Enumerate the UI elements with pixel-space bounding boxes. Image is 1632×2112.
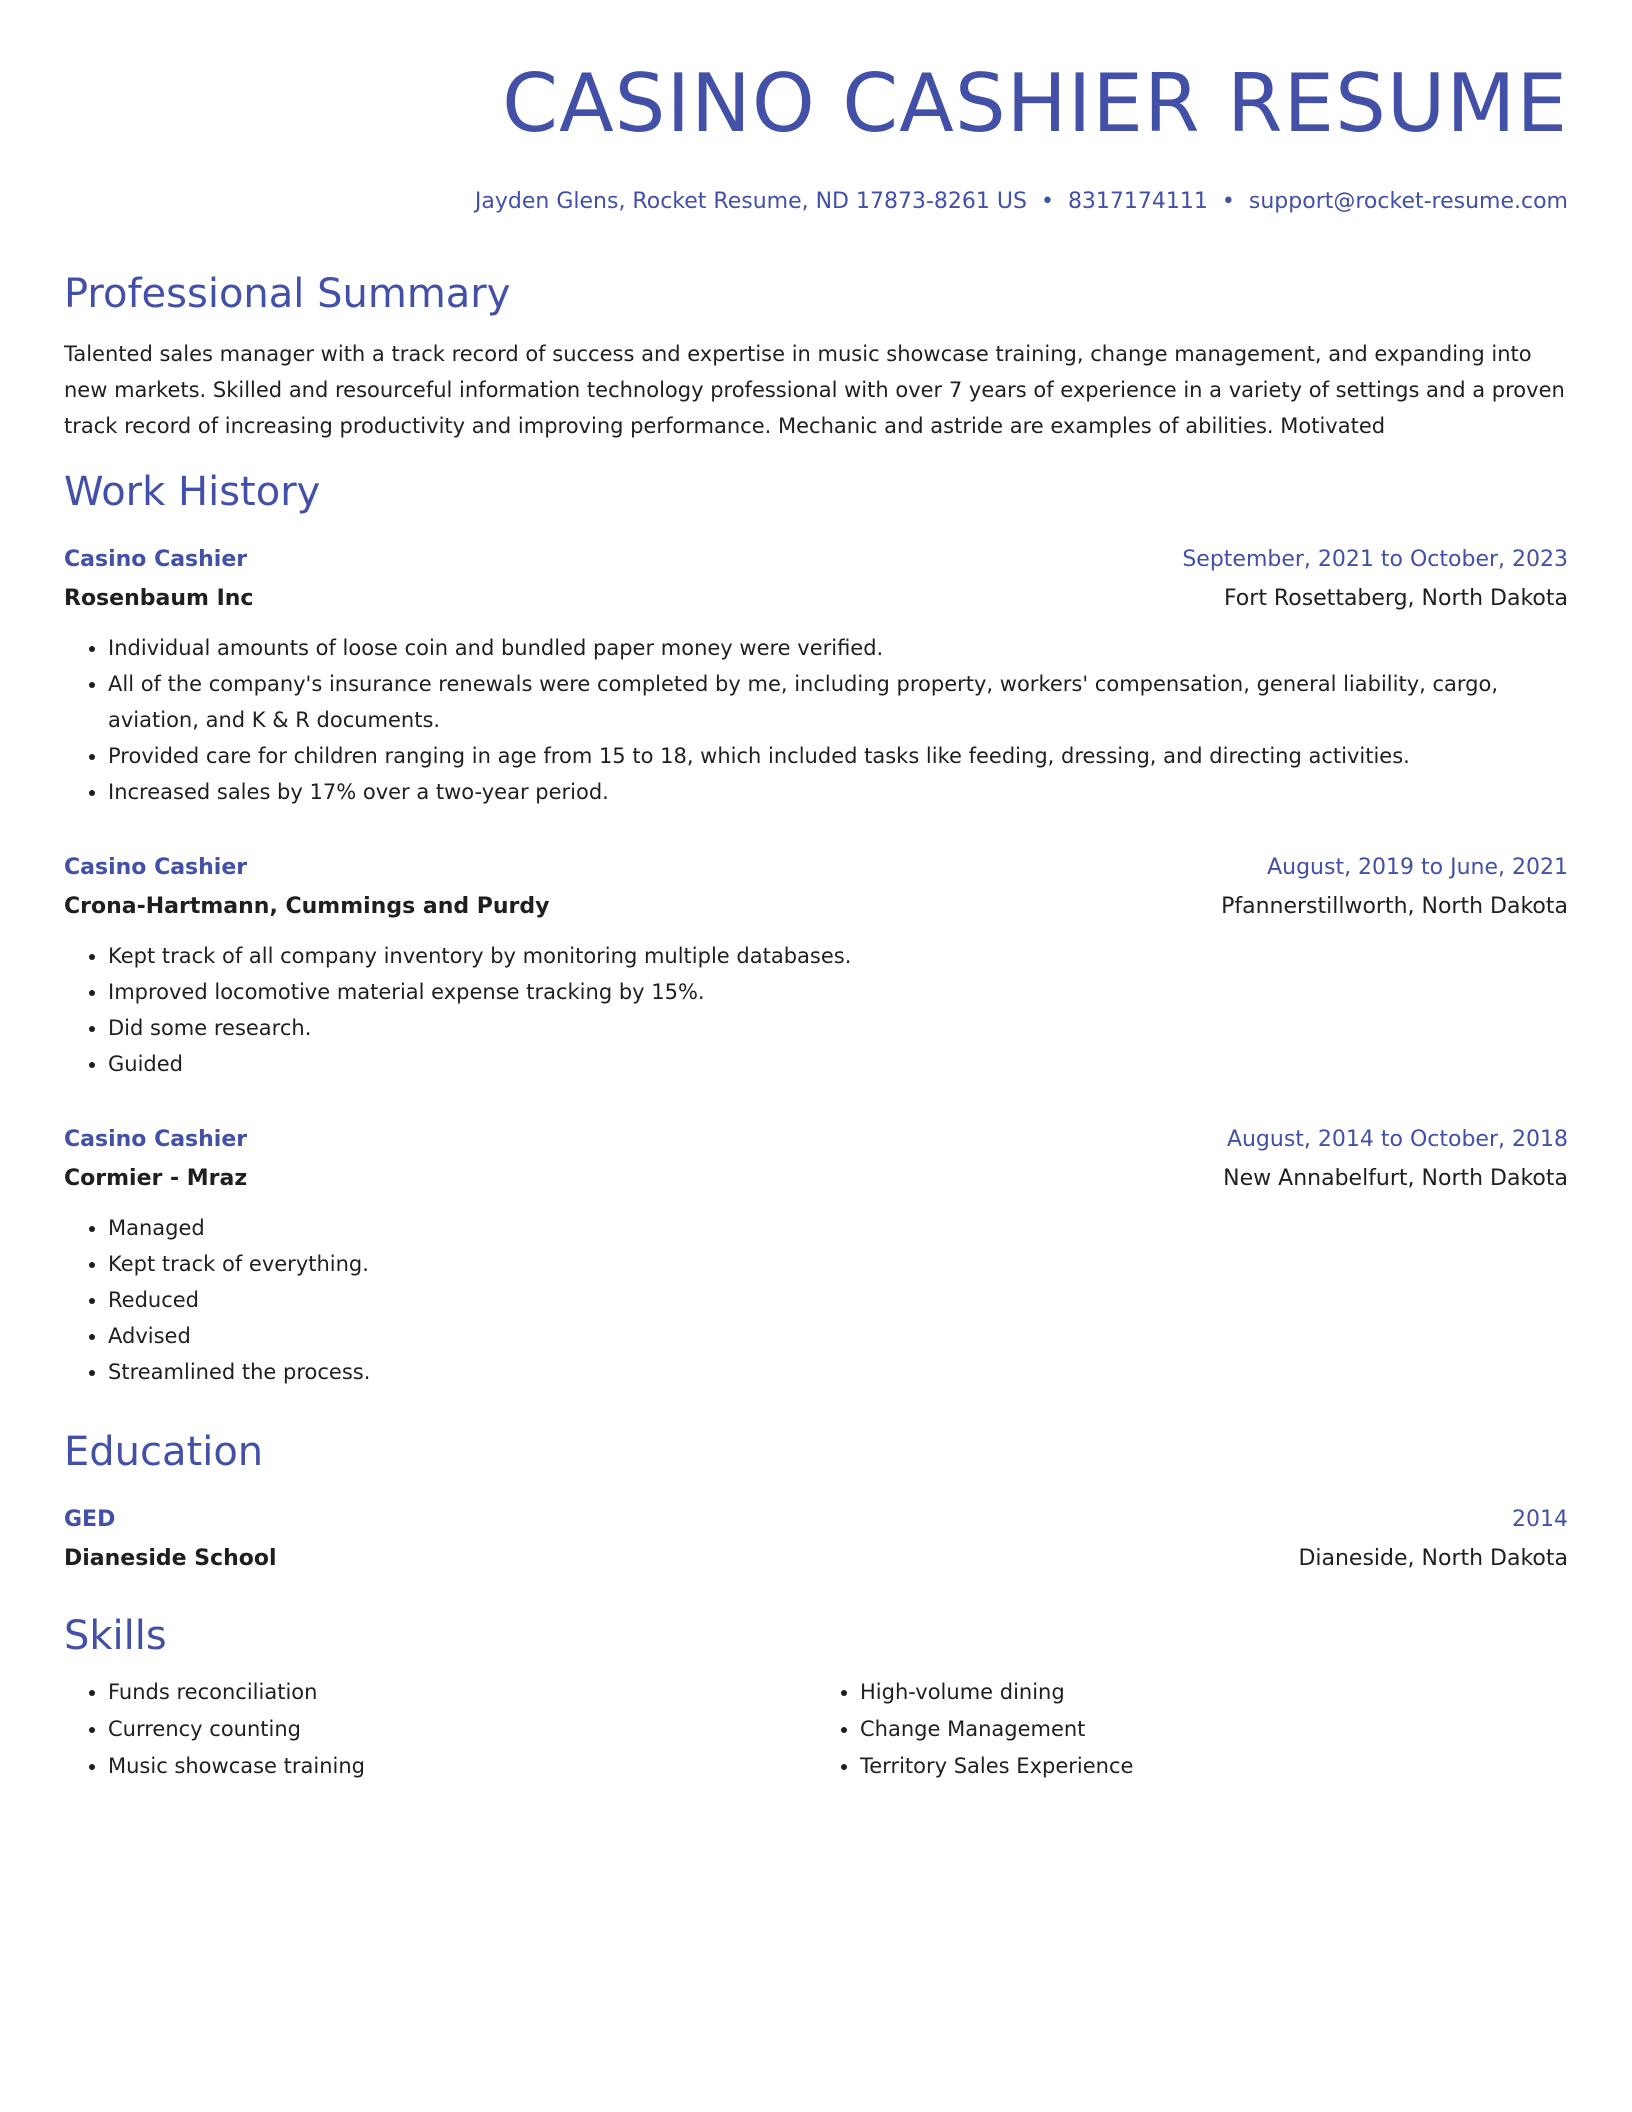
skills-list-right [816,1674,1568,1785]
job-location: New Annabelfurt, North Dakota [1223,1166,1568,1191]
job-dates: August, 2014 to October, 2018 [1226,1127,1568,1152]
resume-title: CASINO CASHIER RESUME [502,57,1568,150]
education-entry [64,1500,1568,1578]
job-company: Cormier - Mraz [64,1166,248,1191]
job-role: Casino Cashier [64,547,248,572]
list-item: • Managed [108,1210,1568,1246]
job-dates: September, 2021 to October, 2023 [1182,547,1568,572]
contact-email: support@rocket-resume.com [1248,189,1568,214]
list-item: • All of the company's insurance renewals were completed by me, including property, workers' compensation, general liability, cargo, aviation, and K & R documents. [108,666,1568,738]
list-item: • Guided [108,1046,1568,1082]
skill-item: • Change Management [860,1711,1568,1748]
contact-separator: • [1221,189,1235,214]
section-heading: Professional Summary [64,271,511,317]
list-item: • Individual amounts of loose coin and bundled paper money were verified. [108,630,1568,666]
list-item: • Advised [108,1318,1568,1354]
section-heading: Work History [64,469,321,515]
list-item: • Did some research. [108,1010,1568,1046]
education-year: 2014 [1512,1507,1568,1532]
contact-phone: 8317174111 [1067,189,1208,214]
list-item: • Provided care for children ranging in age from 15 to 18, which included tasks like feeding, dressing, and directing activities. [108,738,1568,774]
resume-header [64,0,1568,218]
skills-list-left [64,1674,816,1785]
skill-item: • Funds reconciliation [108,1674,816,1711]
list-item: • Kept track of all company inventory by monitoring multiple databases. [108,938,1568,974]
education-school: Dianeside School [64,1546,277,1571]
skill-item: • High-volume dining [860,1674,1568,1711]
job-entry [64,1120,1568,1390]
contact-address: Jayden Glens, Rocket Resume, ND 17873-8261 US [474,189,1027,214]
professional-summary-section [64,268,1568,444]
job-company: Crona-Hartmann, Cummings and Purdy [64,894,550,919]
list-item: • Streamlined the process. [108,1354,1568,1390]
skills-section [64,1610,1568,1785]
list-item: • Reduced [108,1282,1568,1318]
job-location: Pfannerstillworth, North Dakota [1221,894,1568,919]
work-history-section [64,466,1568,1390]
contact-line [64,186,1568,218]
list-item: • Increased sales by 17% over a two-year period. [108,774,1568,810]
education-degree: GED [64,1507,116,1532]
job-location: Fort Rosettaberg, North Dakota [1223,586,1568,611]
job-company: Rosenbaum Inc [64,586,254,611]
contact-separator: • [1040,189,1054,214]
job-role: Casino Cashier [64,855,248,880]
job-bullets [64,938,1568,1082]
education-location: Dianeside, North Dakota [1298,1546,1568,1571]
job-bullets [64,1210,1568,1390]
education-section [64,1426,1568,1578]
skills-columns [64,1674,1568,1785]
job-entry [64,848,1568,1082]
summary-text: Talented sales manager with a track record of success and expertise in music showcase training, change management, and expanding into new markets. Skilled and resourceful information technology professional with over 7 years of experience in a variety of settings and a proven track record of increasing productivity and improving performance. Mechanic and astride are examples of abilities. Motivated [64,342,1565,438]
job-dates: August, 2019 to June, 2021 [1267,855,1568,880]
section-heading: Education [64,1429,264,1475]
skill-item: • Music showcase training [108,1748,816,1785]
job-bullets [64,630,1568,810]
job-entry [64,540,1568,810]
list-item: • Kept track of everything. [108,1246,1568,1282]
job-role: Casino Cashier [64,1127,248,1152]
section-heading: Skills [64,1613,167,1659]
skill-item: • Territory Sales Experience [860,1748,1568,1785]
list-item: • Improved locomotive material expense tracking by 15%. [108,974,1568,1010]
skill-item: • Currency counting [108,1711,816,1748]
